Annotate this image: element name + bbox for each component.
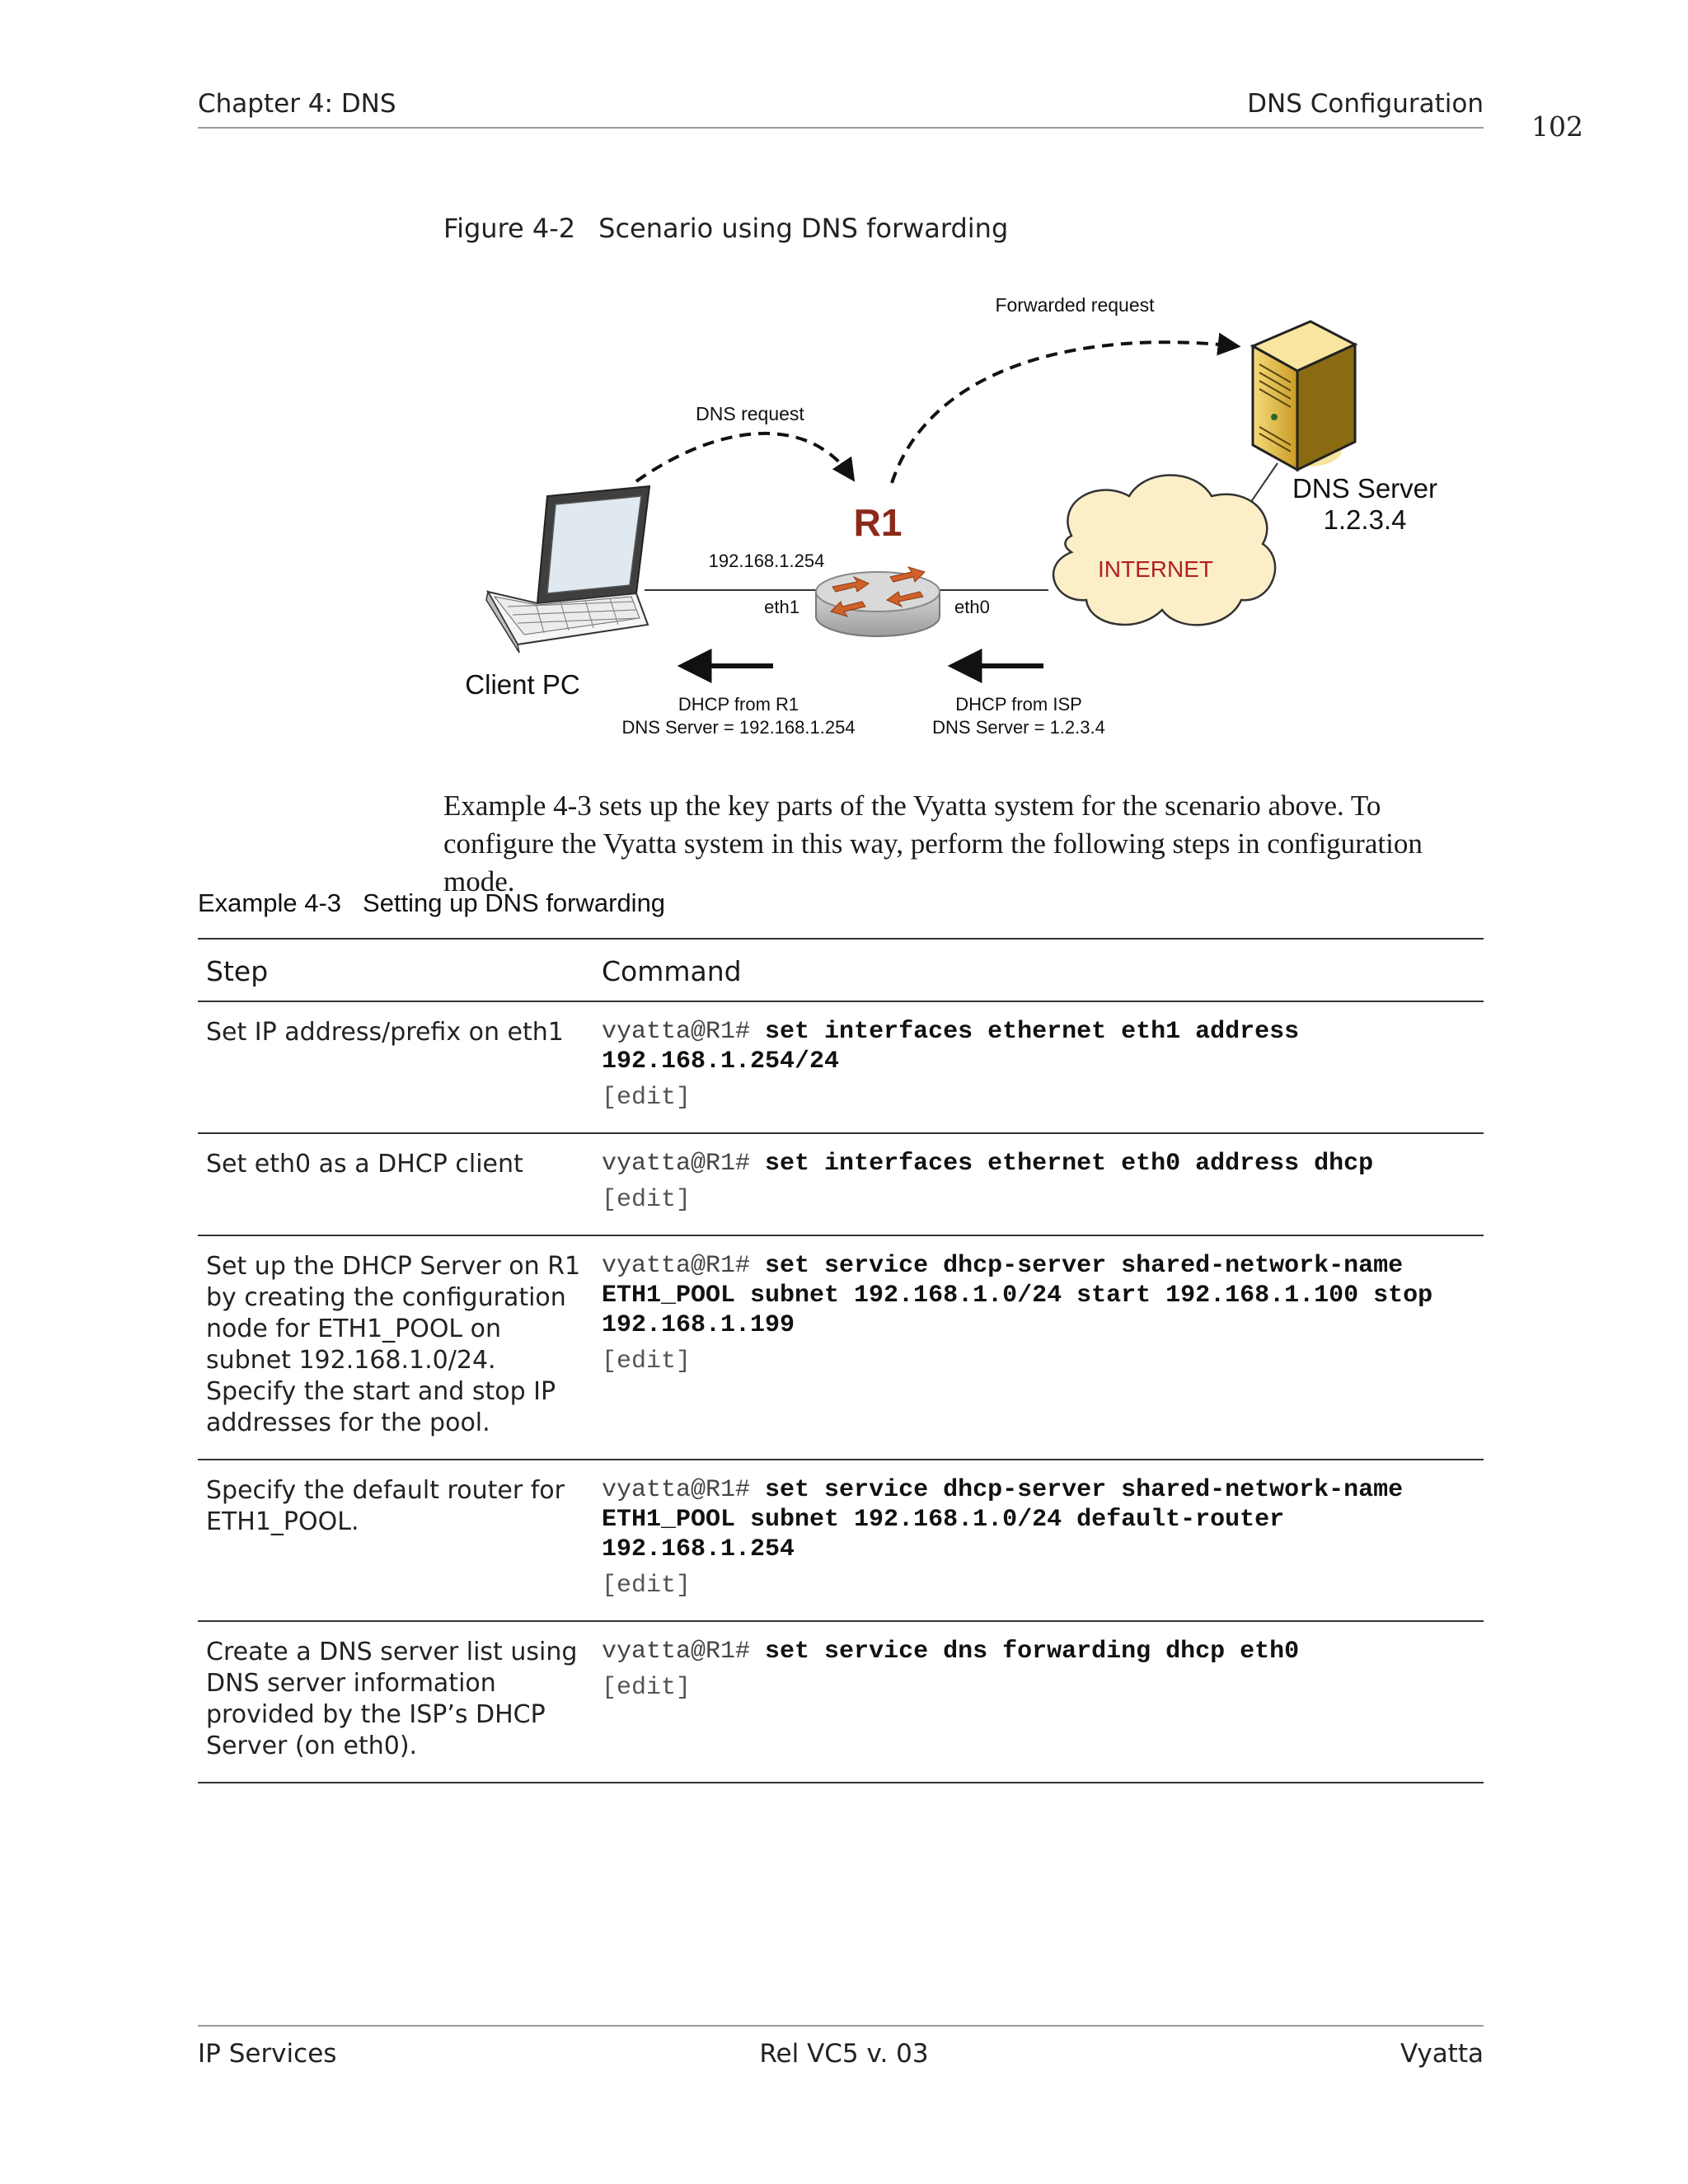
client-pc-label: Client PC [465, 669, 580, 700]
figure-number: Figure 4-2 [443, 213, 576, 244]
cli-command: set interfaces ethernet eth0 address dhcp [765, 1150, 1374, 1178]
command-cell [593, 1001, 1484, 1133]
step-cell: Set IP address/prefix on eth1 [206, 1018, 564, 1047]
cli-command: set service dhcp-server shared-network-name ETH1_POOL subnet 192.168.1.0/24 default-router 192.168.1.254 [602, 1476, 1404, 1563]
dhcp-isp-label-line2: DNS Server = 1.2.3.4 [932, 717, 1105, 738]
internet-cloud-icon [1053, 476, 1275, 626]
dhcp-r1-label-line2: DNS Server = 192.168.1.254 [621, 717, 856, 738]
cli-command: set service dns forwarding dhcp eth0 [765, 1638, 1300, 1666]
command-cell [593, 1460, 1484, 1621]
dns-server-name-label: DNS Server [1292, 473, 1438, 504]
cli-command: set service dhcp-server shared-network-name ETH1_POOL subnet 192.168.1.0/24 start 192.168.1.100 stop 192.168.1.199 [602, 1252, 1433, 1339]
network-diagram [445, 280, 1517, 758]
column-header-step: Step [206, 954, 269, 987]
dhcp-r1-label-line1: DHCP from R1 [678, 694, 799, 715]
router-icon [816, 567, 940, 636]
cli-prompt: vyatta@R1# [602, 1638, 751, 1666]
cli-command: set interfaces ethernet eth1 address 192.168.1.254/24 [602, 1018, 1300, 1076]
cli-result: [edit] [602, 1572, 692, 1600]
cli-prompt: vyatta@R1# [602, 1476, 751, 1504]
footer-book-title: IP Services [198, 2039, 337, 2069]
table-header-row [198, 939, 1484, 1001]
step-cell: Set up the DHCP Server on R1 by creating the configuration node for ETH1_POOL on subnet 192.168.1.0/24. Specify the start and stop IP addresses for the pool. [206, 1252, 581, 1437]
running-header-chapter: Chapter 4: DNS [198, 89, 396, 119]
table-row [198, 1460, 1484, 1621]
dns-server-ip-label: 1.2.3.4 [1323, 504, 1407, 535]
running-header-section: DNS Configuration [1247, 89, 1484, 119]
page-number: 102 [1531, 110, 1583, 143]
cli-prompt: vyatta@R1# [602, 1018, 751, 1046]
intro-paragraph: Example 4-3 sets up the key parts of the Vyatta system for the scenario above. To configure the Vyatta system in this way, perform the following steps in configuration mode. [443, 790, 1423, 898]
laptop-icon [486, 486, 649, 653]
example-number: Example 4-3 [198, 888, 342, 917]
forwarded-request-arrow [892, 342, 1236, 483]
dns-request-label: DNS request [696, 403, 804, 424]
cli-result: [edit] [602, 1347, 692, 1376]
column-header-command: Command [602, 954, 742, 987]
command-table [198, 938, 1484, 1783]
figure-title: Scenario using DNS forwarding [598, 213, 1009, 244]
command-cell [593, 1621, 1484, 1783]
cli-result: [edit] [602, 1674, 692, 1702]
router-name-label: R1 [853, 501, 903, 544]
dns-server-icon [1253, 321, 1355, 470]
cli-result: [edit] [602, 1186, 692, 1214]
footer-release: Rel VC5 v. 03 [759, 2039, 929, 2069]
command-cell [593, 1133, 1484, 1235]
forwarded-request-label: Forwarded request [995, 294, 1155, 316]
footer-brand: Vyatta [1400, 2039, 1484, 2069]
dns-request-arrow [636, 434, 852, 481]
step-cell: Create a DNS server list using DNS server information provided by the ISP’s DHCP Server (on eth0). [206, 1638, 578, 1760]
eth0-label: eth0 [954, 597, 990, 617]
cli-result: [edit] [602, 1084, 692, 1112]
dhcp-isp-label-line1: DHCP from ISP [955, 694, 1082, 715]
table-row [198, 1621, 1484, 1783]
router-ip-label: 192.168.1.254 [708, 551, 825, 571]
cli-prompt: vyatta@R1# [602, 1150, 751, 1178]
table-row [198, 1235, 1484, 1460]
step-cell: Specify the default router for ETH1_POOL. [206, 1476, 565, 1536]
example-title: Setting up DNS forwarding [363, 888, 666, 917]
table-row [198, 1133, 1484, 1235]
cli-prompt: vyatta@R1# [602, 1252, 751, 1280]
command-cell [593, 1235, 1484, 1460]
internet-label: INTERNET [1098, 556, 1213, 582]
eth1-label: eth1 [764, 597, 799, 617]
step-cell: Set eth0 as a DHCP client [206, 1150, 523, 1179]
example-caption [198, 888, 665, 918]
figure-caption [443, 213, 1008, 244]
table-row [198, 1001, 1484, 1133]
header-rule [198, 127, 1484, 129]
footer-rule [198, 2025, 1484, 2027]
